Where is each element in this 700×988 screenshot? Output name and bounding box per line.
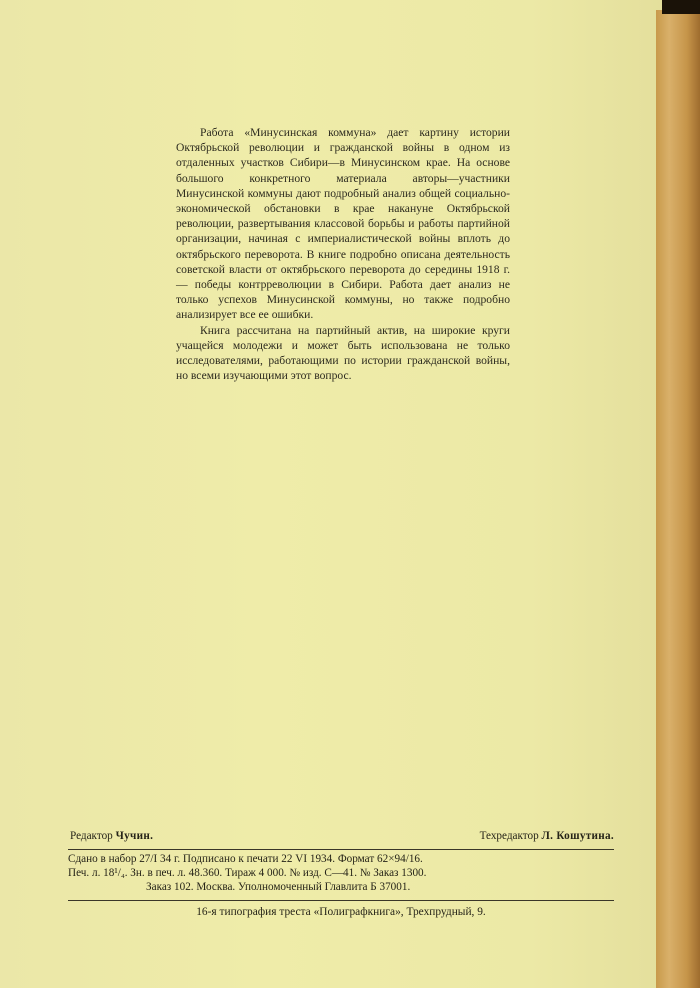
editor-name: Чучин. (115, 830, 154, 842)
annotation-paragraph-2: Книга рассчитана на партийный актив, на широкие круги учащейся молодежи и может быть использована не только исследователями, работающими по истории гражданской войны, но всеми изучающими этот вопрос. (176, 323, 510, 383)
annotation-paragraph-1: Работа «Минусинская коммуна» дает картину истории Октябрьской революции и гражданской войны в одном из отдаленных участков Сибири—в Минусинском крае. На основе большого конкретного материала авторы—участники Минусинской коммуны дают подробный анализ общей социально-экономической обстановки в крае накануне Октябрьской революции, развертывания классовой борьбы и работы партийной организации, начиная с империалистической войны вплоть до октябрьского переворота. В книге подробно описана деятельность советской власти от октябрьского переворота до середины 1918 г. — победы контрреволюции в Сибири. Работа дает анализ не только успехов Минусинской коммуны, но также подробно анализирует все ее ошибки. (176, 126, 510, 322)
techeditor-name: Л. Кошутина. (541, 830, 614, 842)
imprint-top-rule (68, 849, 614, 850)
credits (68, 820, 614, 842)
editor-label: Редактор (70, 830, 113, 842)
book-page-edge (656, 10, 700, 988)
imprint-bottom-rule (68, 900, 614, 901)
imprint-line-1: Сдано в набор 27/I 34 г. Подписано к печати 22 VI 1934. Формат 62×94/16. (68, 853, 423, 865)
printer-line: 16-я типография треста «Полиграфкнига», Трехпрудный, 9. (196, 906, 486, 918)
editor-credit (68, 830, 153, 842)
imprint-line-2: Печ. л. 18¹/₄. Зн. в печ. л. 48.360. Тираж 4 000. № изд. С—41. № Заказ 1300. (68, 867, 427, 880)
imprint-block (68, 852, 614, 895)
imprint-line-3: Заказ 102. Москва. Уполномоченный Главлита Б 37001. (146, 881, 411, 894)
techeditor-label: Техредактор (479, 830, 539, 842)
annotation-block (176, 125, 510, 383)
techeditor-credit (480, 820, 614, 842)
background-corner (662, 0, 700, 14)
